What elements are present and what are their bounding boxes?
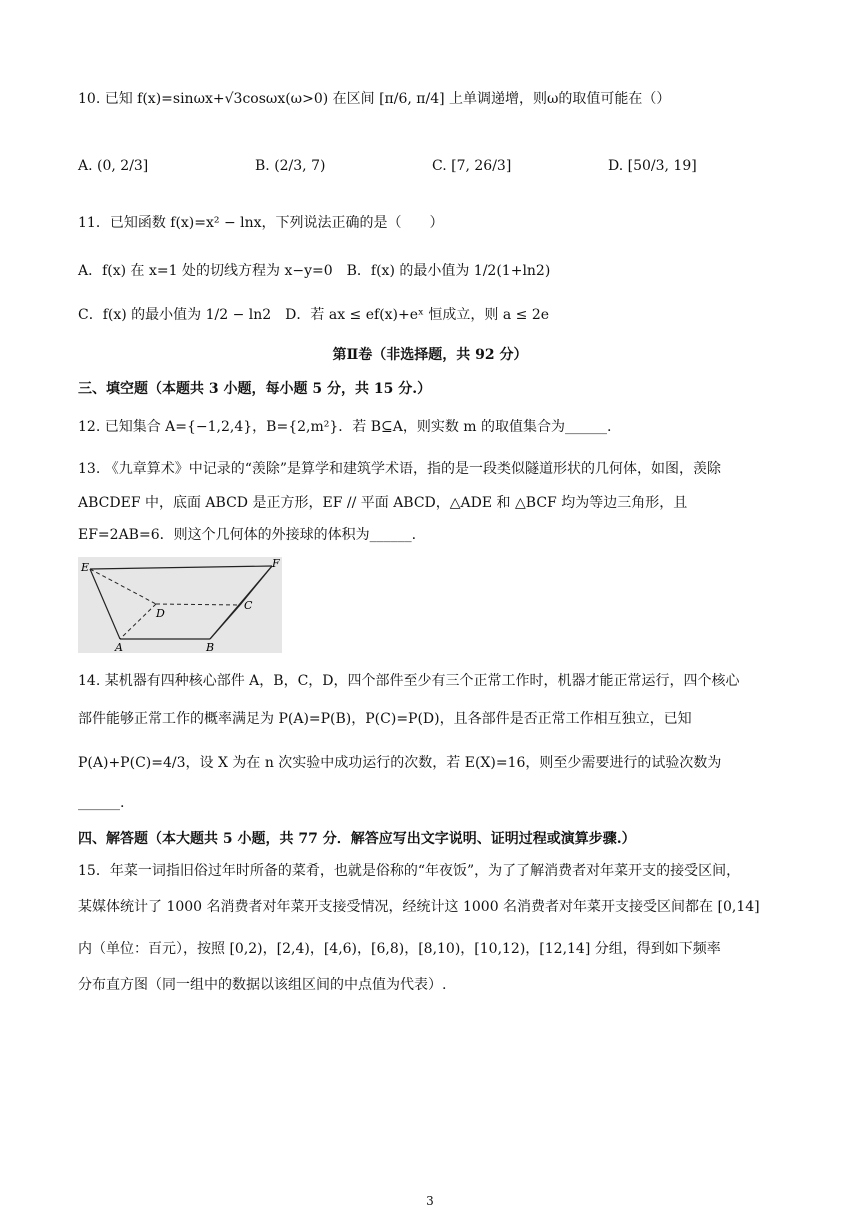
q10-stem: 10. 已知 f(x)=sinωx+√3cosωx(ω>0) 在区间 [π/6, π/4] 上单调递增，则ω的取值可能在（）	[78, 91, 671, 107]
label-a: A	[115, 641, 123, 653]
q13-line3: EF=2AB=6．则这个几何体的外接球的体积为______.	[78, 527, 417, 543]
label-d: D	[156, 607, 165, 620]
q13-line2: ABCDEF 中，底面 ABCD 是正方形，EF // 平面 ABCD，△ADE 和 △BCF 均为等边三角形，且	[78, 495, 688, 511]
q11-options-cd: C．f(x) 的最小值为 1/2 − ln2 D．若 ax ≤ ef(x)+eˣ 恒成立，则 a ≤ 2e	[78, 307, 550, 323]
q14-line2: 部件能够正常工作的概率满足为 P(A)=P(B)，P(C)=P(D)，且各部件是否正常工作相互独立，已知	[78, 711, 692, 727]
q15-line3: 内（单位：百元），按照 [0,2)，[2,4)，[4,6)，[6,8)，[8,10)，[10,12)，[12,14] 分组，得到如下频率	[78, 941, 721, 957]
q14-line1: 14. 某机器有四种核心部件 A，B，C，D，四个部件至少有三个正常工作时，机器才能正常运行，四个核心	[78, 673, 740, 689]
q13-line1: 13. 《九章算术》中记录的“羡除”是算学和建筑学术语，指的是一段类似隧道形状的几何体，如图，羡除	[78, 461, 722, 477]
part2-title: 第Ⅱ卷（非选择题，共 92 分）	[332, 347, 528, 363]
q11-options-ab: A．f(x) 在 x=1 处的切线方程为 x−y=0 B．f(x) 的最小值为 1/2(1+ln2)	[78, 263, 551, 279]
q14-line3: P(A)+P(C)=4/3，设 X 为在 n 次实验中成功运行的次数，若 E(X)=16，则至少需要进行的试验次数为	[78, 755, 722, 771]
q10-option-c: C. [7, 26/3]	[432, 158, 512, 174]
label-f: F	[272, 557, 280, 570]
page-number: 3	[426, 1194, 434, 1208]
q15-line4: 分布直方图（同一组中的数据以该组区间的中点值为代表）.	[78, 977, 447, 993]
q12-text: 12. 已知集合 A={−1,2,4}，B={2,m²}．若 B⊆A，则实数 m 的取值集合为______.	[78, 419, 612, 435]
label-c: C	[244, 599, 253, 612]
label-b: B	[206, 641, 215, 653]
q10-option-d: D. [50/3, 19]	[608, 158, 697, 174]
q15-line2: 某媒体统计了 1000 名消费者对年菜开支接受情况，经统计这 1000 名消费者对年菜开支接受区间都在 [0,14]	[78, 899, 760, 915]
geometry-figure	[78, 557, 282, 653]
section3-heading: 三、填空题（本题共 3 小题，每小题 5 分，共 15 分.）	[78, 381, 432, 397]
label-e: E	[81, 561, 90, 574]
q10-option-b: B. (2/3, 7)	[255, 158, 326, 174]
section4-heading: 四、解答题（本大题共 5 小题，共 77 分．解答应写出文字说明、证明过程或演算步骤.）	[78, 831, 636, 847]
q14-line4: ______.	[78, 795, 125, 811]
q10-option-a: A. (0, 2/3]	[78, 158, 149, 174]
q11-stem: 11．已知函数 f(x)=x² − lnx，下列说法正确的是（ ）	[78, 215, 444, 231]
q15-line1: 15．年菜一词指旧俗过年时所备的菜肴，也就是俗称的“年夜饭”，为了了解消费者对年菜开支的接受区间，	[78, 863, 741, 879]
